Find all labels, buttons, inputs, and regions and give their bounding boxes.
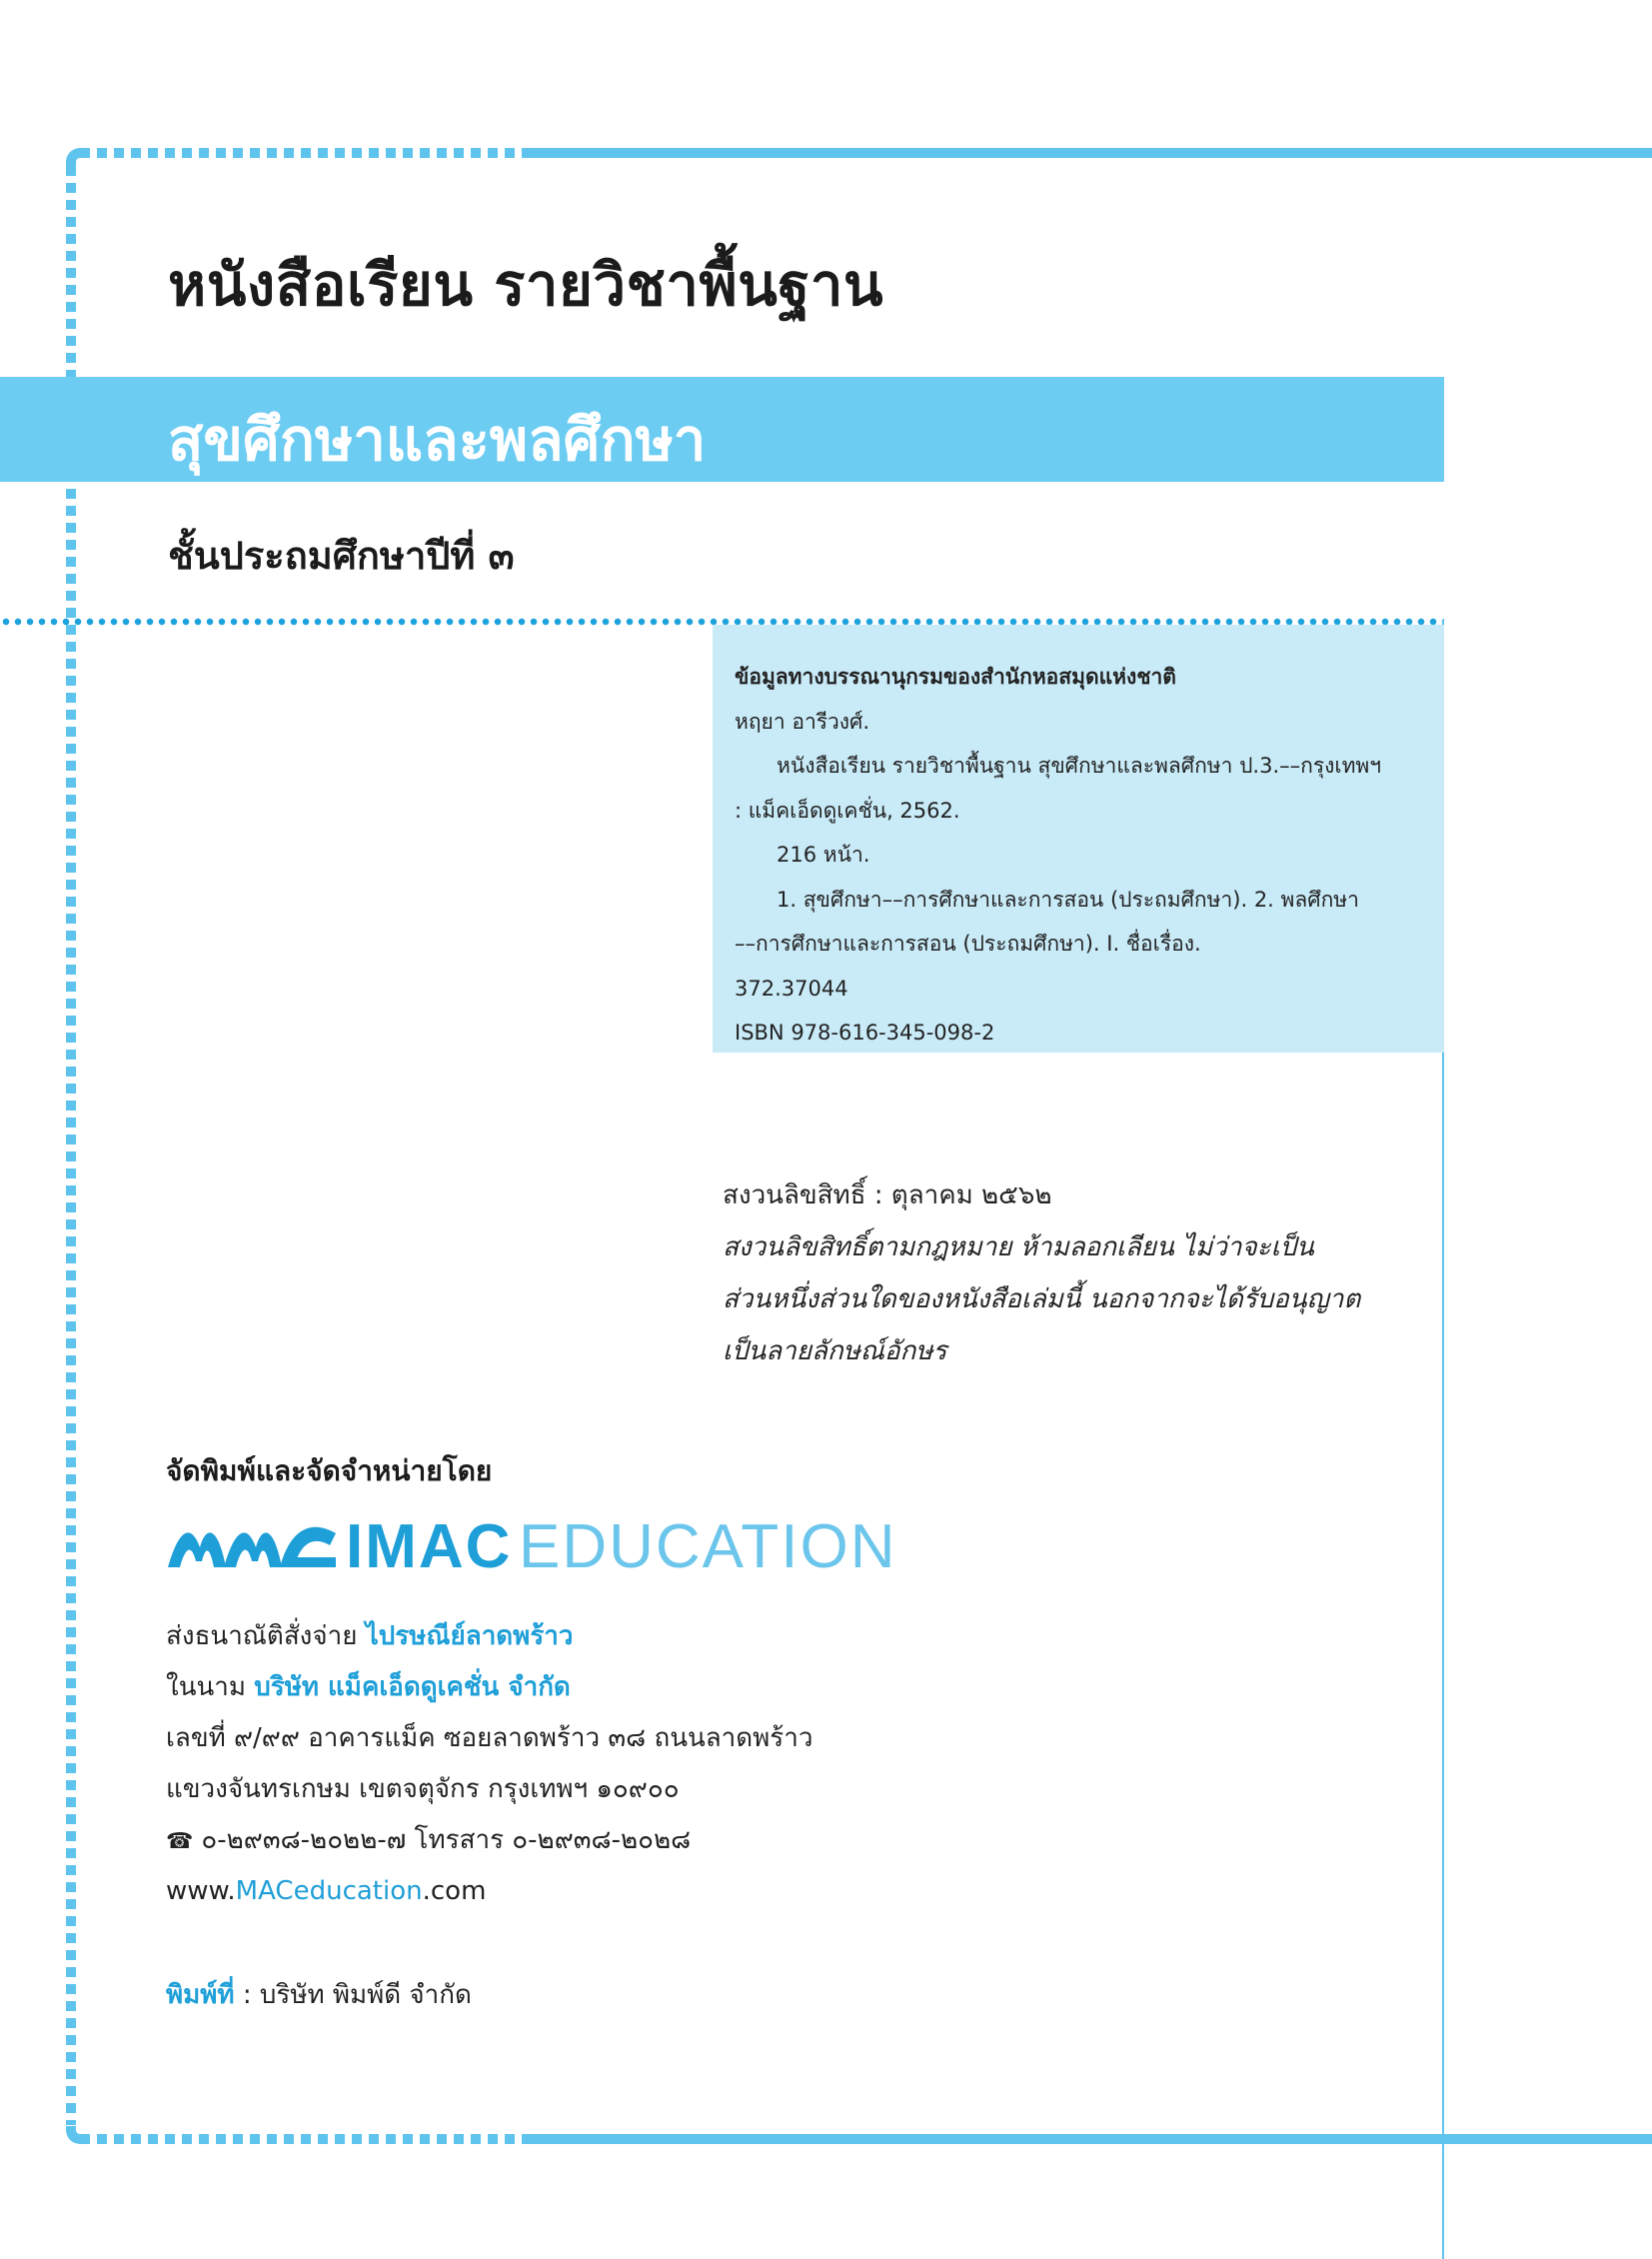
frame-solid-top <box>525 148 1652 158</box>
company-name: บริษัท แม็คเอ็ดดูเคชั่น จำกัด <box>254 1672 571 1702</box>
catalog-title-line-2: : แม็คเอ็ดดูเคชั่น, 2562. <box>735 798 960 823</box>
frame-dashed-bottom <box>80 2134 525 2144</box>
phone-icon: ☎ <box>166 1829 194 1854</box>
mac-education-logo <box>166 1509 925 1579</box>
catalog-heading: ข้อมูลทางบรรณานุกรมของสำนักหอสมุดแห่งชาติ <box>735 665 1176 689</box>
phone-numbers: ๐-๒๙๓๘-๒๐๒๒-๗ โทรสาร ๐-๒๙๓๘-๒๐๒๘ <box>201 1825 692 1855</box>
printer-value: : บริษัท พิมพ์ดี จำกัด <box>234 1980 472 2010</box>
contact-block <box>166 1611 813 1917</box>
money-order-line <box>166 1611 813 1662</box>
catalog-subjects-line-1: 1. สุขศึกษา––การศึกษาและการสอน (ประถมศึกษา). 2. พลศึกษา <box>777 887 1359 912</box>
mac-logo-mark-icon <box>166 1517 341 1571</box>
catalog-title-line-1: หนังสือเรียน รายวิชาพื้นฐาน สุขศึกษาและพลศึกษา ป.3.––กรุงเทพฯ <box>777 754 1382 778</box>
catalog-box <box>713 625 1444 1053</box>
copyright-notice-3: เป็นลายลักษณ์อักษร <box>723 1336 947 1366</box>
address-line-2: แขวงจันทรเกษม เขตจตุจักร กรุงเทพฯ ๑๐๙๐๐ <box>166 1774 680 1804</box>
catalog-pages: 216 หน้า. <box>777 843 870 867</box>
logo-education-text: EDUCATION <box>519 1512 897 1581</box>
catalog-classification: 372.37044 <box>735 976 848 1001</box>
website-prefix: www. <box>166 1876 236 1906</box>
publisher-label: จัดพิมพ์และจัดจำหน่ายโดย <box>166 1454 493 1487</box>
money-order-post-office: ไปรษณีย์ลาดพร้าว <box>365 1621 574 1651</box>
catalog-isbn: ISBN 978-616-345-098-2 <box>735 1021 995 1045</box>
address-line-1: เลขที่ ๙/๙๙ อาคารแม็ค ซอยลาดพร้าว ๓๘ ถนนลาดพร้าว <box>166 1723 814 1753</box>
in-name-line <box>166 1662 813 1713</box>
website-brand: MACeducation <box>235 1876 423 1906</box>
frame-dashed-top <box>80 148 525 158</box>
logo-imac-text: IMAC <box>346 1512 513 1581</box>
main-title: หนังสือเรียน รายวิชาพื้นฐาน <box>168 251 884 319</box>
money-order-prefix: ส่งธนาณัติสั่งจ่าย <box>166 1621 358 1651</box>
website-suffix: .com <box>422 1876 487 1906</box>
phone-line <box>166 1815 813 1866</box>
website-line[interactable] <box>166 1866 813 1917</box>
subject-title: สุขศึกษาและพลศึกษา <box>168 406 707 474</box>
catalog-author: หฤยา อารีวงศ์. <box>735 709 870 734</box>
in-name-prefix: ในนาม <box>166 1672 246 1702</box>
frame-solid-bottom <box>525 2134 1652 2144</box>
copyright-block <box>723 1169 1442 1377</box>
copyright-notice-2: ส่วนหนึ่งส่วนใดของหนังสือเล่มนี้ นอกจากจะได้รับอนุญาต <box>723 1284 1361 1314</box>
printer-label: พิมพ์ที่ <box>166 1980 235 2010</box>
grade-level: ชั้นประถมศึกษาปีที่ ๓ <box>168 534 515 578</box>
printer-line <box>166 1974 472 2015</box>
copyright-notice-1: สงวนลิขสิทธิ์ตามกฎหมาย ห้ามลอกเลียน ไม่ว่าจะเป็น <box>723 1232 1314 1262</box>
copyright-date: สงวนลิขสิทธิ์ : ตุลาคม ๒๕๖๒ <box>723 1180 1052 1210</box>
catalog-subjects-line-2: ––การศึกษาและการสอน (ประถมศึกษา). I. ชื่อเรื่อง. <box>735 932 1201 956</box>
